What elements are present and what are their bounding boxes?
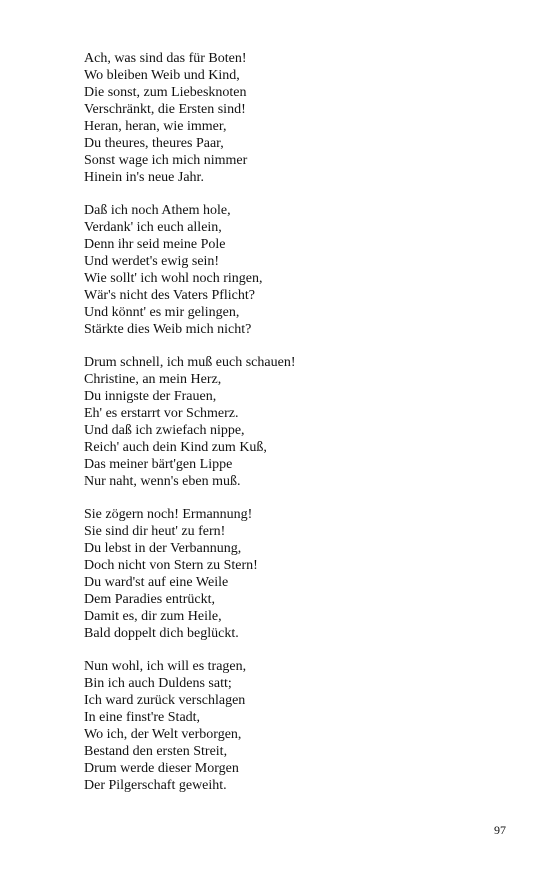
poem-line: Doch nicht von Stern zu Stern! bbox=[84, 558, 258, 573]
poem-line: Denn ihr seid meine Pole bbox=[84, 237, 226, 252]
poem-line: Und könnt' es mir gelingen, bbox=[84, 305, 240, 320]
poem-line: Wär's nicht des Vaters Pflicht? bbox=[84, 288, 255, 303]
stanza-3 bbox=[84, 354, 504, 490]
poem-line: Die sonst, zum Liebesknoten bbox=[84, 85, 247, 100]
poem-line: Bald doppelt dich beglückt. bbox=[84, 626, 239, 641]
poem-line: Nun wohl, ich will es tragen, bbox=[84, 659, 247, 674]
poem-line: Heran, heran, wie immer, bbox=[84, 119, 227, 134]
poem-line: Nur naht, wenn's eben muß. bbox=[84, 474, 241, 489]
poem-line: Hinein in's neue Jahr. bbox=[84, 170, 204, 185]
poem-line: Du ward'st auf eine Weile bbox=[84, 575, 229, 590]
poem-line: Drum schnell, ich muß euch schauen! bbox=[84, 355, 296, 370]
page-number: 97 bbox=[494, 823, 506, 837]
poem-line: Der Pilgerschaft geweiht. bbox=[84, 778, 227, 793]
poem-line: Ach, was sind das für Boten! bbox=[84, 51, 247, 66]
poem-line: Sie zögern noch! Ermannung! bbox=[84, 507, 253, 522]
poem-line: Reich' auch dein Kind zum Kuß, bbox=[84, 440, 267, 455]
poem-line: Sonst wage ich mich nimmer bbox=[84, 153, 248, 168]
poem-line: Verdank' ich euch allein, bbox=[84, 220, 222, 235]
poem-line: Wie sollt' ich wohl noch ringen, bbox=[84, 271, 263, 286]
poem-line: Bestand den ersten Streit, bbox=[84, 744, 228, 759]
stanza-1 bbox=[84, 50, 504, 186]
poem-line: Du lebst in der Verbannung, bbox=[84, 541, 242, 556]
poem-line: Wo ich, der Welt verborgen, bbox=[84, 727, 242, 742]
poem-line: Bin ich auch Duldens satt; bbox=[84, 676, 232, 691]
stanza-5 bbox=[84, 658, 504, 794]
poem-line: Dem Paradies entrückt, bbox=[84, 592, 216, 607]
poem-line: Du theures, theures Paar, bbox=[84, 136, 224, 151]
stanza-4 bbox=[84, 506, 504, 642]
poem-line: Ich ward zurück verschlagen bbox=[84, 693, 246, 708]
poem-line: Eh' es erstarrt vor Schmerz. bbox=[84, 406, 239, 421]
poem-text bbox=[84, 50, 504, 810]
poem-line: Und werdet's ewig sein! bbox=[84, 254, 220, 269]
poem-line: Du innigste der Frauen, bbox=[84, 389, 217, 404]
stanza-2 bbox=[84, 202, 504, 338]
poem-line: Damit es, dir zum Heile, bbox=[84, 609, 222, 624]
poem-line: Christine, an mein Herz, bbox=[84, 372, 222, 387]
poem-line: Drum werde dieser Morgen bbox=[84, 761, 239, 776]
poem-line: Sie sind dir heut' zu fern! bbox=[84, 524, 226, 539]
poem-line: Wo bleiben Weib und Kind, bbox=[84, 68, 240, 83]
poem-line: Daß ich noch Athem hole, bbox=[84, 203, 231, 218]
poem-line: Stärkte dies Weib mich nicht? bbox=[84, 322, 252, 337]
poem-line: Das meiner bärt'gen Lippe bbox=[84, 457, 233, 472]
poem-line: Und daß ich zwiefach nippe, bbox=[84, 423, 245, 438]
poem-line: In eine finst're Stadt, bbox=[84, 710, 201, 725]
poem-line: Verschränkt, die Ersten sind! bbox=[84, 102, 246, 117]
